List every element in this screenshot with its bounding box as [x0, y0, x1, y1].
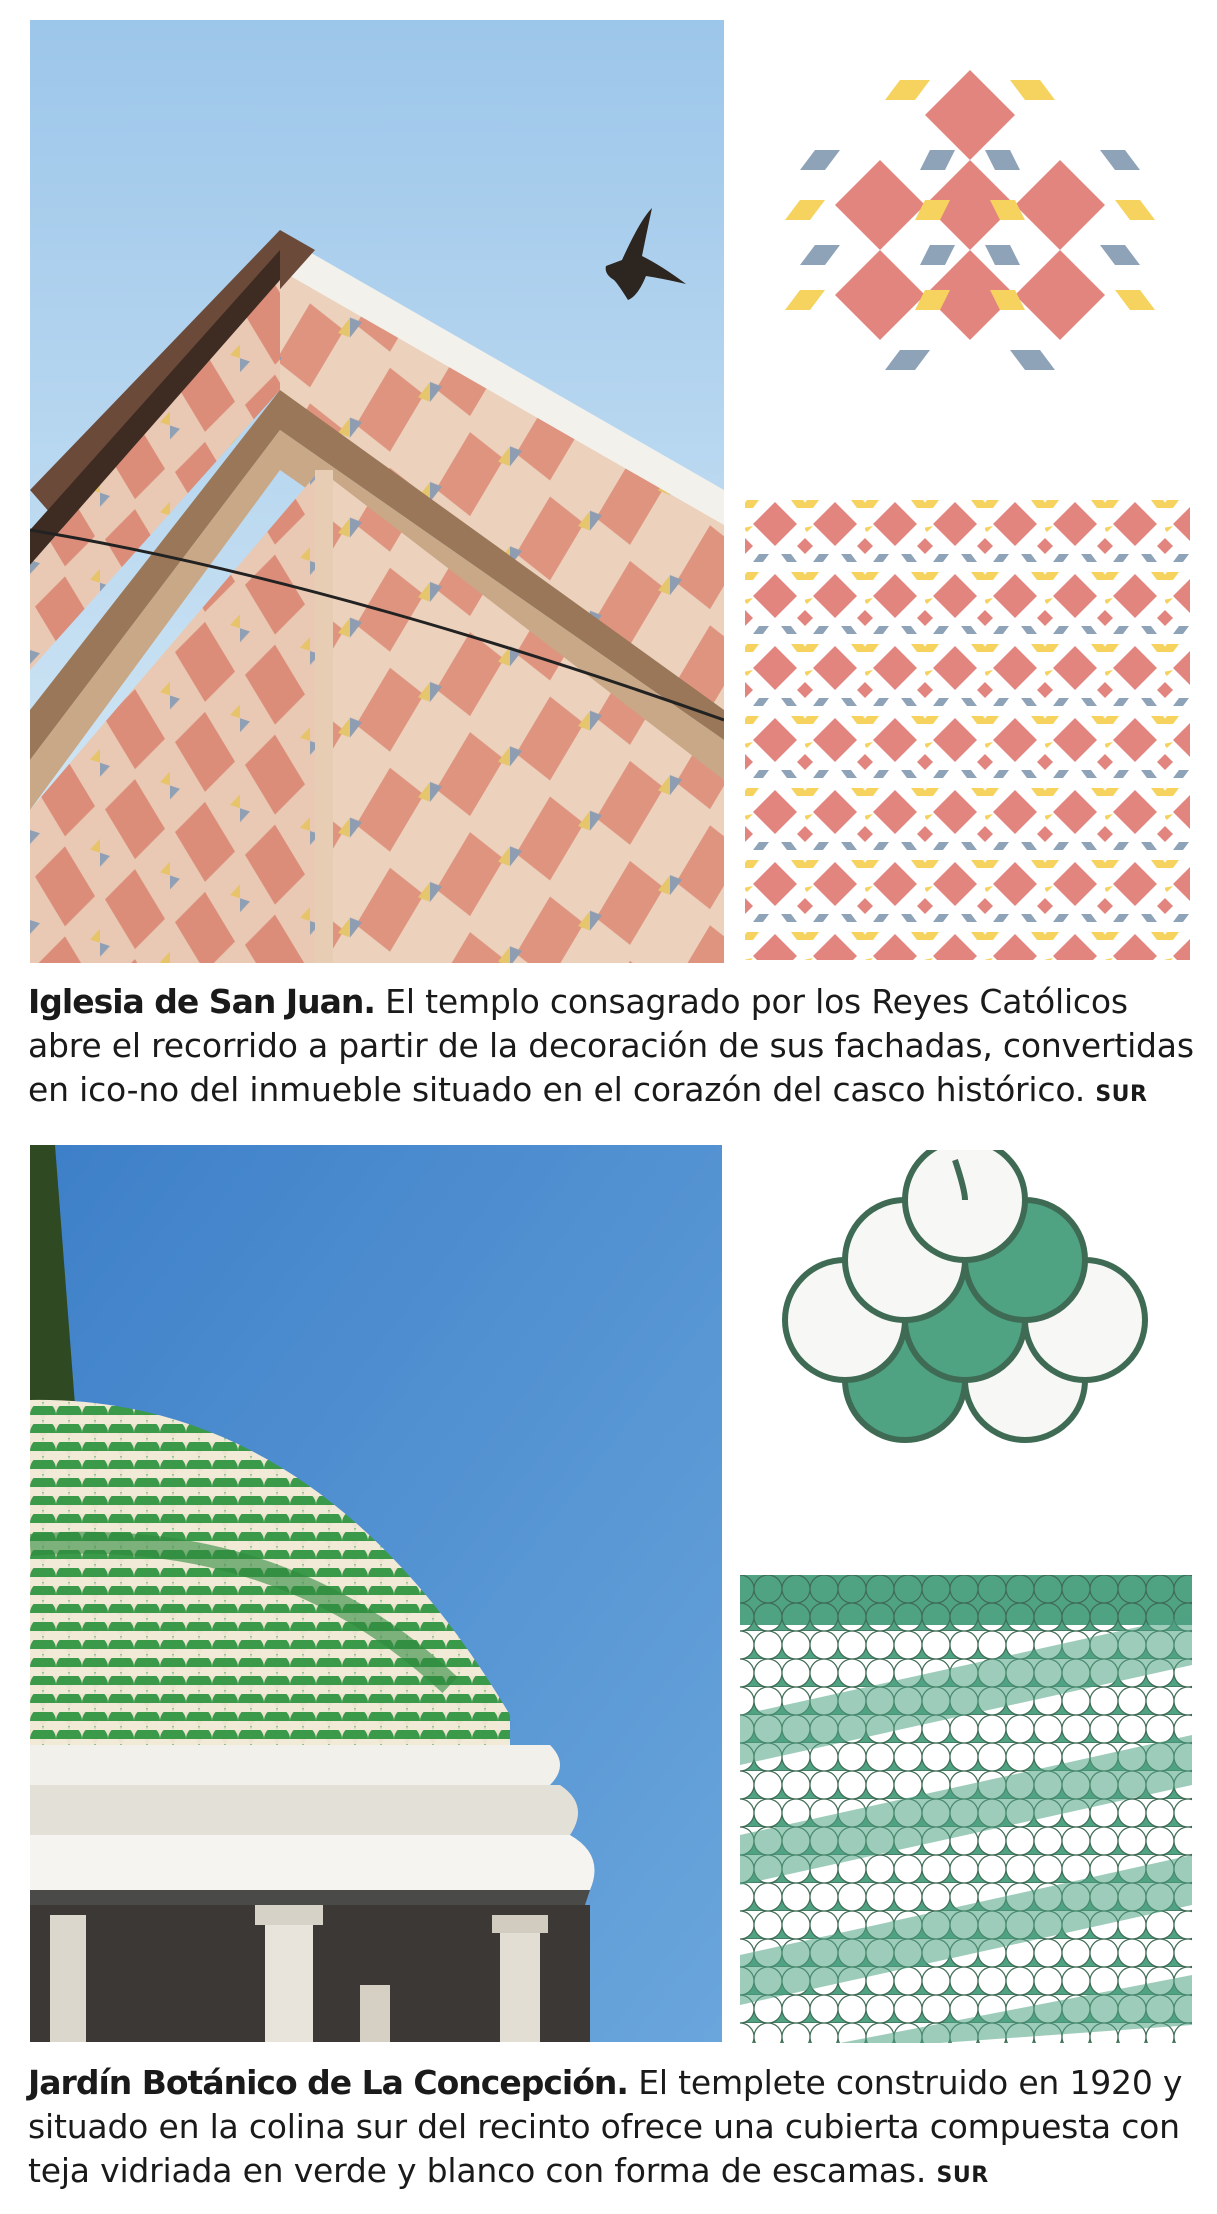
caption-body: El templete construido en 1920 y situado en la colina sur del recinto ofrece una cubierta compuesta con teja vidriada en verde y blanco con forma de escamas. — [28, 2063, 1183, 2190]
scale-motif-detail — [780, 1150, 1180, 1480]
caption-iglesia-san-juan — [28, 980, 1198, 1117]
caption-title: Jardín Botánico de La Concepción. — [28, 2063, 628, 2102]
photo-credit: SUR — [1095, 1082, 1148, 1107]
caption-title: Iglesia de San Juan. — [28, 982, 375, 1021]
gazebo-dome-photo — [30, 1145, 722, 2042]
diamond-pattern-tile — [745, 498, 1190, 960]
diamond-motif-detail — [780, 50, 1160, 400]
caption-jardin-botanico — [28, 2061, 1198, 2198]
photo-credit: SUR — [936, 2163, 989, 2188]
scale-pattern-tile — [740, 1575, 1192, 2043]
caption-body: El templo consagrado por los Reyes Católicos abre el recorrido a partir de la decoración de sus fachadas, convertidas en ico-no del inmueble situado en el corazón del casco histórico. — [28, 982, 1194, 1109]
church-photo — [30, 20, 724, 963]
